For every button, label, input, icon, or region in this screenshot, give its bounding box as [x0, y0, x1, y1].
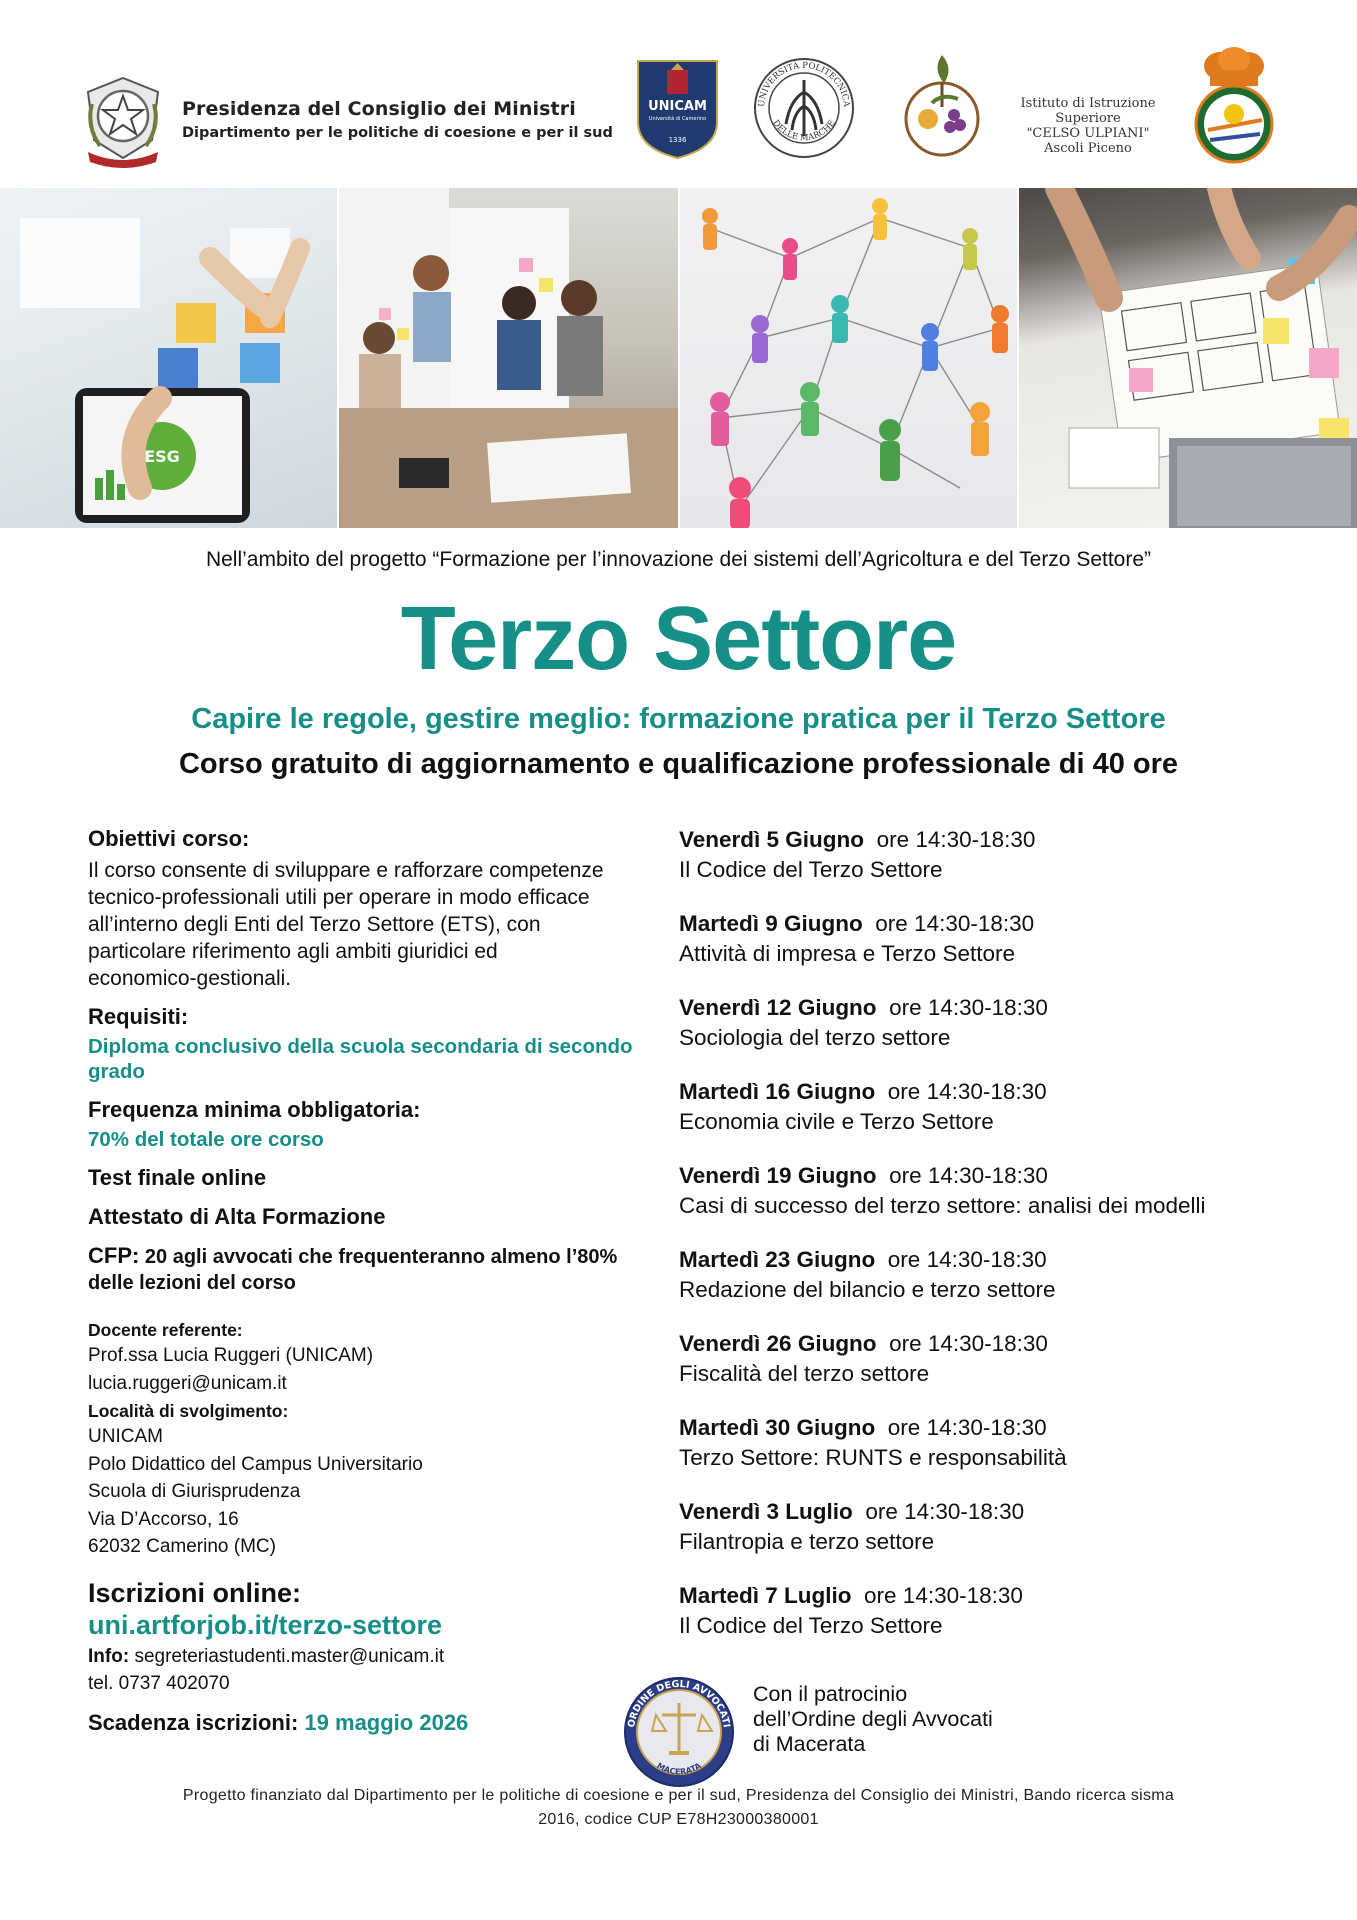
- schedule-date: Martedì 9 Giugno: [679, 911, 863, 936]
- svg-text:MACERATA: MACERATA: [655, 1761, 703, 1777]
- location-line: Via D’Accorso, 16: [88, 1508, 239, 1530]
- course-schedule: [679, 825, 1319, 1665]
- ordine-avvocati-seal-icon: [622, 1675, 736, 1789]
- schedule-item: [679, 825, 1319, 909]
- schedule-date: Venerdì 19 Giugno: [679, 1163, 877, 1188]
- photo-network-figures: [680, 188, 1017, 528]
- location-line: Scuola di Giurisprudenza: [88, 1481, 301, 1502]
- schedule-topic: Fiscalità del terzo settore: [679, 1361, 930, 1386]
- schedule-time: ore 14:30-18:30: [887, 1415, 1047, 1440]
- celso-ulpiani-logo-icon: [898, 47, 986, 163]
- schedule-topic: Il Codice del Terzo Settore: [679, 1613, 943, 1638]
- schedule-topic: Economia civile e Terzo Settore: [679, 1109, 994, 1134]
- schedule-topic: Sociologia del terzo settore: [679, 1025, 951, 1050]
- location-title: Località di svolgimento:: [88, 1401, 289, 1421]
- schedule-time: ore 14:30-18:30: [876, 827, 1036, 852]
- schedule-item: [679, 993, 1319, 1077]
- svg-text:Università di Camerino: Università di Camerino: [648, 116, 707, 122]
- deadline-line: [88, 1710, 648, 1736]
- schedule-item: [679, 1413, 1319, 1497]
- final-test: Test finale online: [88, 1165, 267, 1190]
- government-logo-block: [78, 70, 613, 168]
- schedule-item: [679, 1497, 1319, 1581]
- info-email[interactable]: segreteriastudenti.master@unicam.it: [134, 1645, 445, 1667]
- funding-footer: [60, 1784, 1297, 1832]
- schedule-item: [679, 1581, 1319, 1665]
- schedule-item: [679, 1329, 1319, 1413]
- svg-text:UNICAM: UNICAM: [648, 99, 707, 114]
- course-info: [88, 825, 648, 1736]
- schedule-date: Venerdì 3 Luglio: [679, 1499, 853, 1524]
- patronage-text: Con il patrocinio dell’Ordine degli Avvocati di Macerata: [753, 1682, 993, 1756]
- schedule-time: ore 14:30-18:30: [864, 1583, 1023, 1608]
- footer-line1: Progetto finanziato dal Dipartimento per le politiche di coesione e per il sud, Presidenza del Consiglio dei Ministri, Bando ricerca sisma: [182, 1787, 1175, 1804]
- schedule-topic: Redazione del bilancio e terzo settore: [679, 1277, 1056, 1302]
- schedule-date: Venerdì 5 Giugno: [679, 827, 865, 852]
- schedule-topic: Il Codice del Terzo Settore: [679, 857, 943, 882]
- location-line: Polo Didattico del Campus Universitario: [88, 1453, 423, 1475]
- schedule-time: ore 14:30-18:30: [889, 1163, 1048, 1188]
- info-line: [88, 1643, 648, 1671]
- schedule-topic: Filantropia e terzo settore: [679, 1529, 935, 1554]
- cfp-block: [88, 1243, 628, 1296]
- teacher-title: Docente referente:: [88, 1320, 243, 1340]
- schedule-date: Martedì 16 Giugno: [679, 1079, 876, 1104]
- requirements-text: Diploma conclusivo della scuola secondaria di secondo grado: [88, 1035, 633, 1083]
- photo-wireframe-desk: [1019, 188, 1357, 528]
- signup-title: Iscrizioni online:: [88, 1577, 302, 1608]
- cfp-label: CFP:: [88, 1243, 140, 1268]
- cfp-text: 20 agli avvocati che frequenteranno almeno l’80% delle lezioni del corso: [88, 1246, 618, 1294]
- svg-text:ESG: ESG: [144, 447, 180, 466]
- deadline-label: Scadenza iscrizioni:: [88, 1709, 299, 1735]
- objectives-text: Il corso consente di sviluppare e rafforzare competenze tecnico-professionali utili per operare in modo efficace all’interno degli Enti del Terzo Settore (ETS), con particolare riferimento agli ambiti giuridici ed economico-gestionali.: [88, 859, 604, 990]
- svg-text:UNIVERSITÀ POLITECNICA: UNIVERSITÀ POLITECNICA: [756, 60, 852, 108]
- schedule-time: ore 14:30-18:30: [887, 1079, 1047, 1104]
- signup-url-link[interactable]: uni.artforjob.it/terzo-settore: [88, 1609, 443, 1640]
- schedule-time: ore 14:30-18:30: [887, 1247, 1047, 1272]
- project-intro: Nell’ambito del progetto “Formazione per l’innovazione dei sistemi dell’Agricoltura e del Terzo Settore”: [205, 548, 1152, 571]
- schedule-time: ore 14:30-18:30: [889, 1331, 1048, 1356]
- schedule-item: [679, 1245, 1319, 1329]
- teacher-email[interactable]: lucia.ruggeri@unicam.it: [88, 1372, 287, 1394]
- unicam-logo-icon: [635, 58, 720, 160]
- svg-text:DELLE MARCHE: DELLE MARCHE: [770, 118, 838, 144]
- course-description: Corso gratuito di aggiornamento e qualificazione professionale di 40 ore: [178, 748, 1179, 780]
- teacher-name: Prof.ssa Lucia Ruggeri (UNICAM): [88, 1345, 374, 1366]
- univpm-seal-icon: [752, 56, 856, 160]
- schedule-date: Venerdì 26 Giugno: [679, 1331, 877, 1356]
- schedule-item: [679, 909, 1319, 993]
- page-title: Terzo Settore: [400, 589, 957, 689]
- photo-esg-puzzle: [0, 188, 337, 528]
- schedule-topic: Terzo Settore: RUNTS e responsabilità: [679, 1445, 1067, 1470]
- schedule-item: [679, 1161, 1319, 1245]
- deadline-date: 19 maggio 2026: [304, 1709, 469, 1735]
- celso-ulpiani-text: Istituto di Istruzione Superiore "CELSO ULPIANI" Ascoli Piceno: [1020, 96, 1156, 156]
- attendance-text: 70% del totale ore corso: [88, 1128, 324, 1151]
- schedule-date: Martedì 7 Luglio: [679, 1583, 852, 1608]
- schedule-date: Venerdì 12 Giugno: [679, 995, 877, 1020]
- page-subtitle: Capire le regole, gestire meglio: formazione pratica per il Terzo Settore: [191, 703, 1166, 735]
- gov-line1: Presidenza del Consiglio dei Ministri: [182, 97, 576, 120]
- schedule-topic: Casi di successo del terzo settore: analisi dei modelli: [679, 1193, 1206, 1218]
- info-label: Info:: [88, 1645, 130, 1667]
- location-line: 62032 Camerino (MC): [88, 1536, 276, 1557]
- schedule-topic: Attività di impresa e Terzo Settore: [679, 941, 1015, 966]
- photo-strip: [0, 188, 1357, 528]
- chef-hat-logo-icon: [1190, 44, 1278, 164]
- schedule-time: ore 14:30-18:30: [875, 911, 1035, 936]
- schedule-date: Martedì 30 Giugno: [679, 1415, 876, 1440]
- objectives-title: Obiettivi corso:: [88, 826, 250, 851]
- phone: tel. 0737 402070: [88, 1673, 230, 1694]
- schedule-time: ore 14:30-18:30: [865, 1499, 1025, 1524]
- svg-text:1336: 1336: [668, 136, 687, 144]
- location-line: UNICAM: [88, 1426, 163, 1447]
- italian-republic-emblem-icon: [78, 70, 168, 168]
- svg-text:ORDINE DEGLI AVVOCATI: ORDINE DEGLI AVVOCATI: [626, 1678, 732, 1729]
- photo-team-meeting: [339, 188, 679, 528]
- schedule-time: ore 14:30-18:30: [889, 995, 1048, 1020]
- gov-line2: Dipartimento per le politiche di coesione e per il sud: [182, 124, 613, 141]
- header-logos: [0, 0, 1357, 185]
- requirements-title: Requisiti:: [88, 1004, 189, 1029]
- schedule-item: [679, 1077, 1319, 1161]
- schedule-date: Martedì 23 Giugno: [679, 1247, 876, 1272]
- certificate: Attestato di Alta Formazione: [88, 1204, 386, 1229]
- footer-line2: 2016, codice CUP E78H23000380001: [538, 1811, 819, 1828]
- attendance-title: Frequenza minima obbligatoria:: [88, 1097, 421, 1122]
